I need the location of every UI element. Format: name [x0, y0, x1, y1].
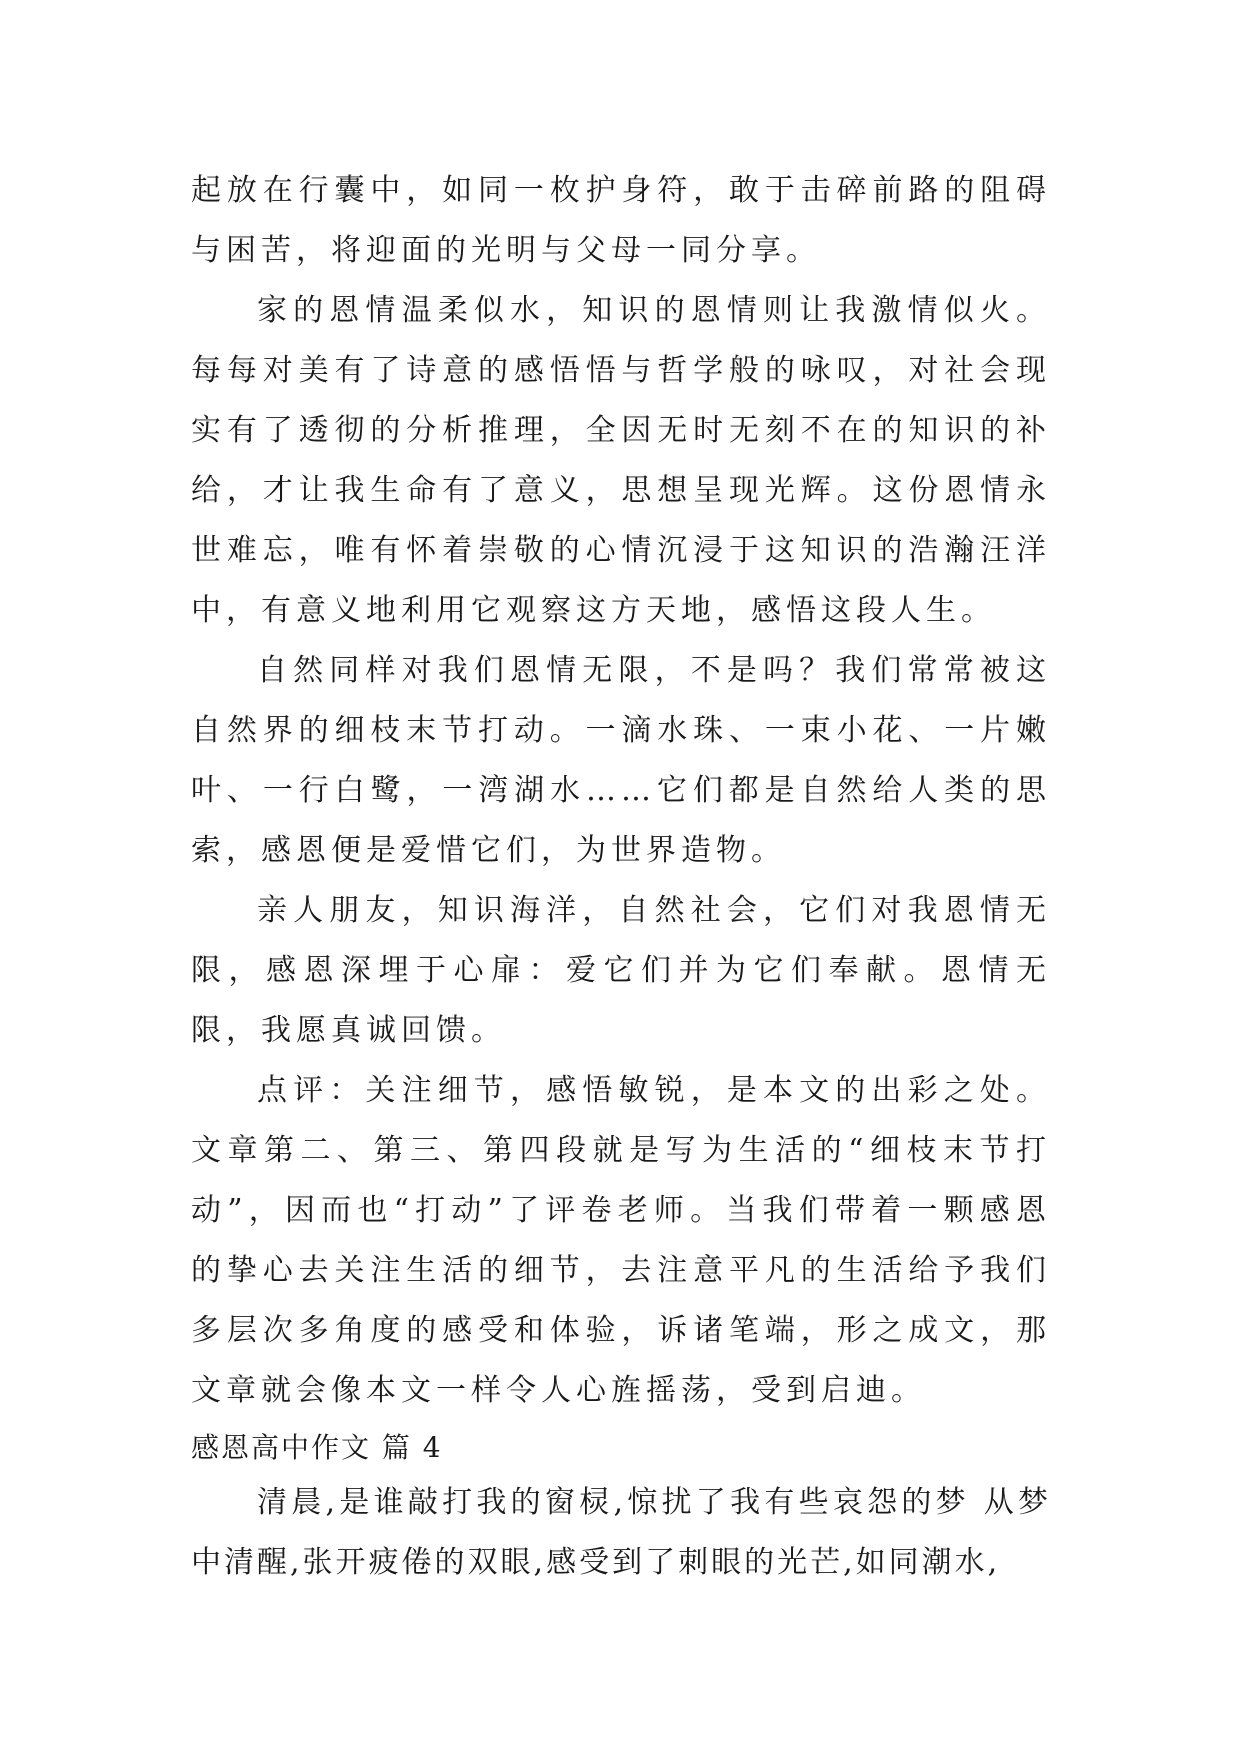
paragraph-knowledge: 家的恩情温柔似水，知识的恩情则让我激情似火。每每对美有了诗意的感悟悟与哲学般的咏叹，对社会现实有了透彻的分析推理，全因无时无刻不在的知识的补给，才让我生命有了意义，思想呈现光辉。这份恩情永世难忘，唯有怀着崇敬的心情沉浸于这知识的浩瀚汪洋中，有意义地利用它观察这方天地，感悟这段人生。 [191, 293, 1051, 628]
paragraph-summary: 亲人朋友，知识海洋，自然社会，它们对我恩情无限，感恩深埋于心扉：爱它们并为它们奉献。恩情无限，我愿真诚回馈。 [191, 893, 1051, 1048]
paragraph-essay-4-opening: 清晨,是谁敲打我的窗棂,惊扰了我有些哀怨的梦 从梦中清醒,张开疲倦的双眼,感受到了刺眼的光芒,如同潮水, [191, 1485, 1051, 1580]
section-heading: 感恩高中作文 篇 4 [191, 1431, 443, 1464]
paragraph-nature: 自然同样对我们恩情无限，不是吗？我们常常被这自然界的细枝末节打动。一滴水珠、一束小花、一片嫩叶、一行白鹭，一湾湖水……它们都是自然给人类的思索，感恩便是爱惜它们，为世界造物。 [191, 653, 1051, 868]
paragraph-comment: 点评：关注细节，感悟敏锐，是本文的出彩之处。文章第二、第三、第四段就是写为生活的“细枝末节打动”，因而也“打动”了评卷老师。当我们带着一颗感恩的挚心去关注生活的细节，去注意平凡的生活给予我们多层次多角度的感受和体验，诉诸笔端，形之成文，那文章就会像本文一样令人心旌摇荡，受到启迪。 [191, 1073, 1051, 1408]
paragraph-continued: 起放在行囊中，如同一枚护身符，敢于击碎前路的阻碍与困苦，将迎面的光明与父母一同分享。 [191, 173, 1051, 268]
document-body [191, 161, 1051, 1593]
